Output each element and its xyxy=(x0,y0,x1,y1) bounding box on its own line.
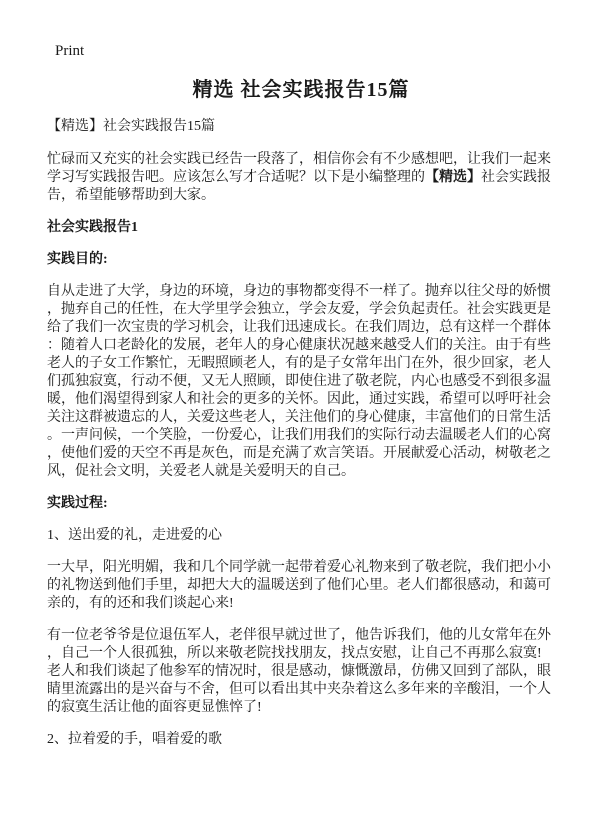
intro-paragraph xyxy=(47,151,555,205)
paragraph-practice-purpose: 自从走进了大学，身边的环境，身边的事物都变得不一样了。抛弃以往父母的娇惯，抛弃自己的任性，在大学里学会独立，学会友爱，学会负起责任。社会实践更是给了我们一次宝贵的学习机会，让我们迅速成长。在我们周边，总有这样一个群体：随着人口老龄化的发展，老年人的身心健康状况越来越受人们的关注。由于有些老人的子女工作繁忙，无暇照顾老人，有的是子女常年出门在外，很少回家，老人们孤独寂寞，行动不便，又无人照顾，即使住进了敬老院，内心也感受不到很多温暖，他们渴望得到家人和社会的更多的关怀。因此，通过实践，希望可以呼吁社会关注这群被遗忘的人，关爱这些老人，关注他们的身心健康，丰富他们的日常生活。一声问候，一个笑脸，一份爱心，让我们用我们的实际行动去温暖老人们的心窝，使他们爱的天空不再是灰色，而是充满了欢言笑语。开展献爱心活动，树敬老之风，促社会文明，关爱老人就是关爱明天的自己。 xyxy=(47,284,551,479)
heading-practice-process: 实践过程: xyxy=(47,496,108,511)
list-item-2-title: 2、拉着爱的手，唱着爱的歌 xyxy=(47,732,222,747)
section-title-report-1: 社会实践报告1 xyxy=(47,220,138,235)
paragraph-veteran-story: 有一位老爷爷是位退伍军人，老伴很早就过世了，他告诉我们，他的儿女常年在外，自己一个人很孤独，所以来敬老院找找朋友，找点安慰，让自己不再那么寂寞!老人和我们谈起了他参军的情况时，很是感动，慷慨激昂，仿佛又回到了部队，眼睛里流露出的是兴奋与不舍，但可以看出其中夹杂着这么多年来的辛酸泪，一个人的寂寞生活让他的面容更显憔悴了! xyxy=(47,628,551,715)
intro-text-highlight: 【精选】 xyxy=(425,170,481,185)
paragraph-gift-giving: 一大早，阳光明媚，我和几个同学就一起带着爱心礼物来到了敬老院，我们把小小的礼物送到他们手里，却把大大的温暖送到了他们心里。老人们都很感动，和蔼可亲的，有的还和我们谈起心来! xyxy=(47,560,551,611)
list-item-1-title: 1、送出爱的礼，走进爱的心 xyxy=(47,528,222,543)
print-button[interactable]: Print xyxy=(55,43,85,59)
document-title: 精选 社会实践报告15篇 xyxy=(192,79,410,101)
heading-practice-purpose: 实践目的: xyxy=(47,252,108,267)
document-subtitle: 【精选】社会实践报告15篇 xyxy=(47,119,215,134)
intro-text-after: 社会实践报告，希望能够帮助到大家。 xyxy=(47,170,551,203)
intro-text-before: 忙碌而又充实的社会实践已经告一段落了，相信你会有不少感想吧，让我们一起来学习写实践报告吧。应该怎么写才合适呢？以下是小编整理的 xyxy=(47,152,551,185)
